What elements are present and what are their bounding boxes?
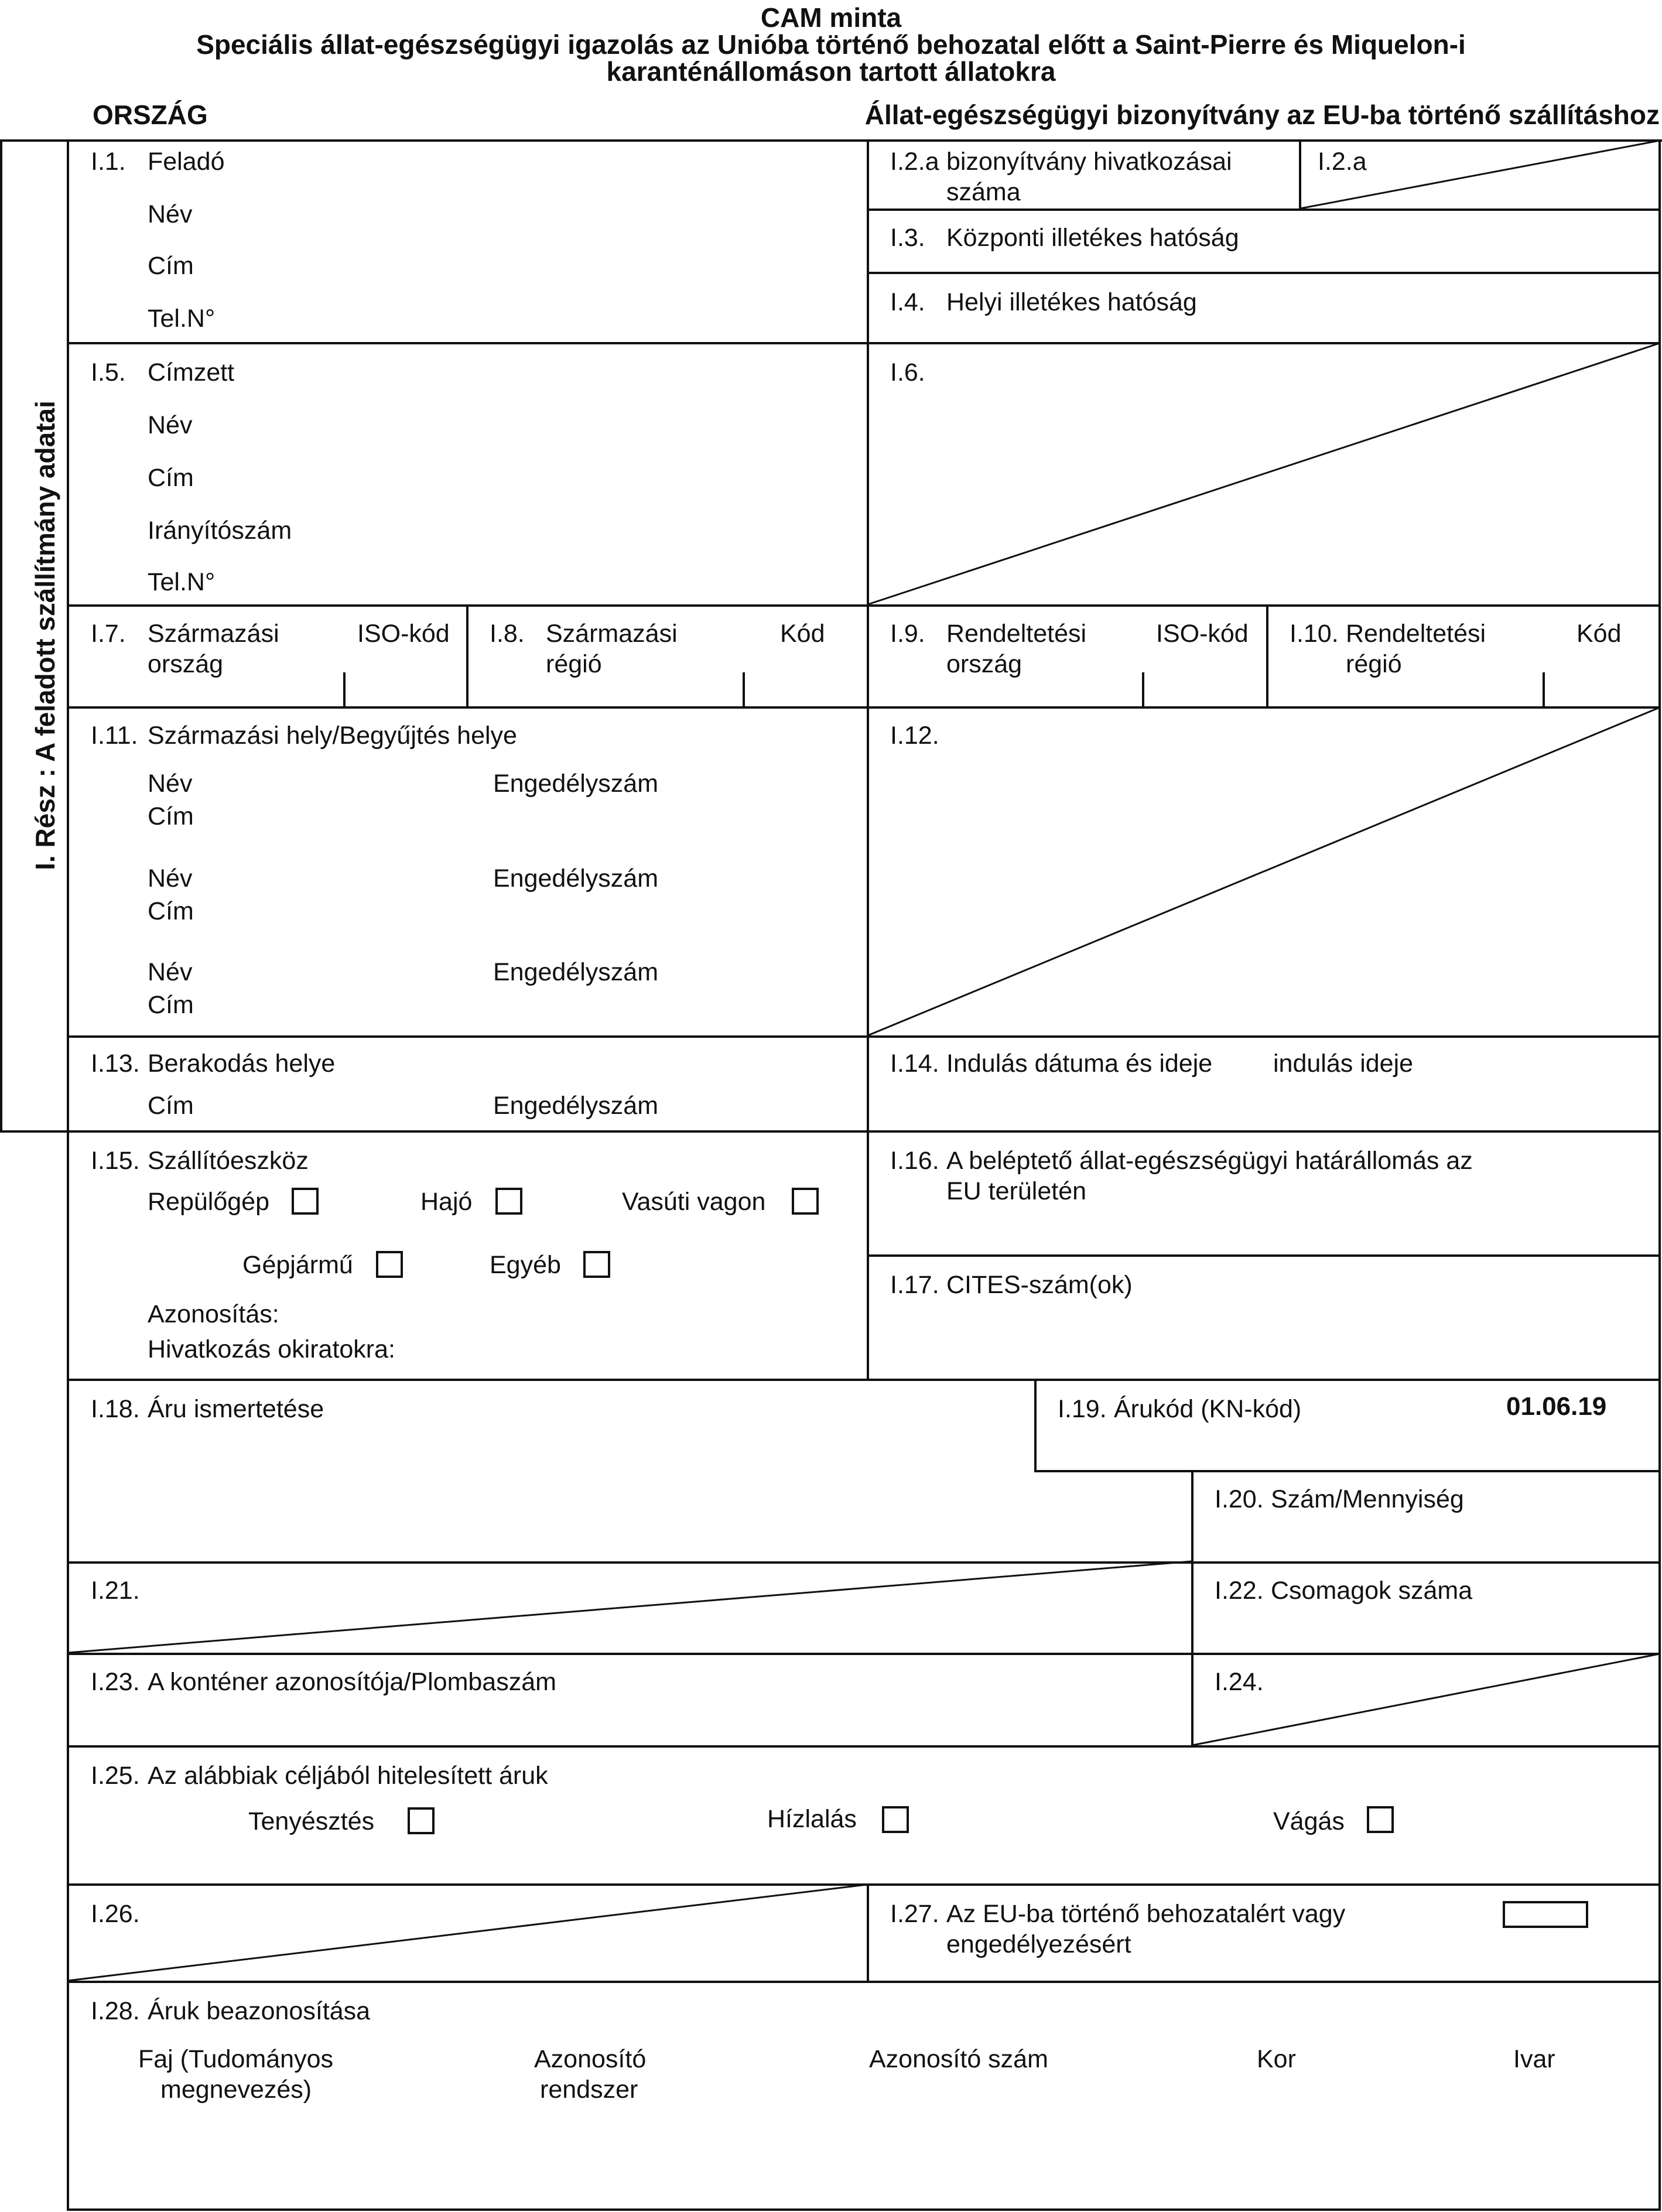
purpose-breeding-checkbox[interactable]	[408, 1807, 435, 1834]
consignor-phone-label: Tel.N°	[148, 305, 216, 333]
origin-address-label: Cím	[148, 897, 194, 925]
box-i3-label: Központi illetékes hatóság	[946, 224, 1239, 252]
certificate-type-label: Állat-egészségügyi bizonyítvány az EU-ba történő szállításhoz	[864, 100, 1660, 130]
box-i15-number: I.15.	[91, 1147, 140, 1175]
column-id-system-line2: rendszer	[540, 2076, 638, 2104]
box-i27-label-line2: engedélyezésért	[946, 1930, 1131, 1958]
box-i25-label: Az alábbiak céljából hitelesített áruk	[148, 1762, 548, 1790]
box-i19-label: Árukód (KN-kód)	[1114, 1395, 1302, 1423]
box-i5-number: I.5.	[91, 358, 126, 387]
column-id-number: Azonosító szám	[869, 2045, 1048, 2073]
box-i8-code-label: Kód	[780, 620, 825, 648]
box-i10-code-label: Kód	[1576, 620, 1622, 648]
box-i10-label-line2: régió	[1346, 650, 1402, 678]
box-i28-label: Áruk beazonosítása	[148, 1997, 371, 2025]
form-title: CAM minta	[760, 2, 902, 33]
box-i4-number: I.4.	[890, 288, 925, 316]
origin-approval-label: Engedélyszám	[493, 770, 659, 798]
purpose-breeding-label: Tenyésztés	[248, 1807, 375, 1835]
box-i10-label-line1: Rendeltetési	[1346, 620, 1486, 648]
box-i1-number: I.1.	[91, 148, 126, 176]
origin-address-label: Cím	[148, 802, 194, 830]
box-i7-number: I.7.	[91, 620, 126, 648]
box-i27-number: I.27.	[890, 1900, 939, 1928]
box-i11-label: Származási hely/Begyűjtés helye	[148, 722, 517, 750]
purpose-fattening-label: Hízlalás	[767, 1805, 857, 1833]
box-i14-label: Indulás dátuma és ideje	[946, 1049, 1213, 1078]
consignor-address-label: Cím	[148, 252, 194, 280]
box-i6-number: I.6.	[890, 358, 925, 387]
purpose-slaughter-checkbox[interactable]	[1367, 1806, 1394, 1833]
departure-time-label: indulás ideje	[1273, 1049, 1414, 1078]
box-i23-number: I.23.	[91, 1668, 140, 1696]
box-i18-label: Áru ismertetése	[148, 1395, 324, 1423]
import-admission-field[interactable]	[1503, 1901, 1588, 1928]
form-subtitle-line1: Speciális állat-egészségügyi igazolás az Unióba történő behozatal előtt a Saint-Pierre és Miquelon-i	[196, 29, 1466, 60]
box-i17-number: I.17.	[890, 1271, 939, 1299]
box-i13-number: I.13.	[91, 1049, 140, 1078]
box-i17-label: CITES-szám(ok)	[946, 1271, 1133, 1299]
box-i2a-number: I.2.a	[890, 148, 939, 176]
box-i8-label-line1: Származási	[546, 620, 678, 648]
box-i18-number: I.18.	[91, 1395, 140, 1423]
box-i1-label: Feladó	[148, 148, 225, 176]
purpose-fattening-checkbox[interactable]	[882, 1806, 909, 1833]
box-i16-label-line2: EU területén	[946, 1177, 1087, 1205]
box-i2a-label-line2: száma	[946, 178, 1021, 206]
box-i15-label: Szállítóeszköz	[148, 1147, 309, 1175]
box-i23-label: A konténer azonosítója/Plombaszám	[148, 1668, 556, 1696]
transport-ship-label: Hajó	[420, 1188, 473, 1216]
box-i16-number: I.16.	[890, 1147, 939, 1175]
transport-rail-checkbox[interactable]	[792, 1188, 819, 1215]
origin-name-label: Név	[148, 770, 193, 798]
box-i9-label-line2: ország	[946, 650, 1022, 678]
box-i24-number: I.24.	[1215, 1668, 1264, 1696]
column-species-line1: Faj (Tudományos	[138, 2045, 333, 2073]
transport-rail-label: Vasúti vagon	[622, 1188, 766, 1216]
transport-other-label: Egyéb	[490, 1251, 561, 1279]
box-i5-label: Címzett	[148, 358, 235, 387]
loading-approval-label: Engedélyszám	[493, 1092, 659, 1120]
box-i14-number: I.14.	[890, 1049, 939, 1078]
transport-other-checkbox[interactable]	[583, 1251, 610, 1278]
origin-approval-label: Engedélyszám	[493, 958, 659, 986]
column-age: Kor	[1257, 2045, 1296, 2073]
box-i4-label: Helyi illetékes hatóság	[946, 288, 1197, 316]
box-i10-number: I.10.	[1290, 620, 1339, 648]
box-i9-number: I.9.	[890, 620, 925, 648]
box-i28-number: I.28.	[91, 1997, 140, 2025]
box-i16-label-line1: A beléptető állat-egészségügyi határállomás az	[946, 1147, 1473, 1175]
box-i8-number: I.8.	[490, 620, 525, 648]
box-i27-label-line1: Az EU-ba történő behozatalért vagy	[946, 1900, 1346, 1928]
transport-vehicle-label: Gépjármű	[242, 1251, 353, 1279]
consignee-postcode-label: Irányítószám	[148, 517, 292, 545]
commodity-code-value: 01.06.19	[1506, 1392, 1607, 1421]
box-i2a-label-line1: bizonyítvány hivatkozásai	[946, 148, 1232, 176]
box-i9-label-line1: Rendeltetési	[946, 620, 1087, 648]
box-i26-number: I.26.	[91, 1900, 140, 1928]
box-i11-number: I.11.	[91, 722, 138, 750]
box-i7-code-label: ISO-kód	[357, 620, 450, 648]
section-side-label: I. Rész : A feladott szállítmány adatai	[30, 401, 60, 870]
box-i12-number: I.12.	[890, 722, 939, 750]
box-i2a-secondary-number: I.2.a	[1318, 148, 1367, 176]
box-i20-label: Szám/Mennyiség	[1271, 1485, 1464, 1513]
origin-name-label: Név	[148, 958, 193, 986]
box-i9-code-label: ISO-kód	[1156, 620, 1249, 648]
transport-plane-label: Repülőgép	[148, 1188, 270, 1216]
form-subtitle-line2: karanténállomáson tartott állatokra	[606, 56, 1056, 87]
box-i13-label: Berakodás helye	[148, 1049, 336, 1078]
origin-name-label: Név	[148, 864, 193, 893]
box-i7-label-line1: Származási	[148, 620, 279, 648]
box-i20-number: I.20.	[1215, 1485, 1264, 1513]
column-species-line2: megnevezés)	[160, 2076, 312, 2104]
origin-address-label: Cím	[148, 991, 194, 1019]
purpose-slaughter-label: Vágás	[1273, 1807, 1345, 1835]
transport-vehicle-checkbox[interactable]	[376, 1251, 403, 1278]
box-i7-label-line2: ország	[148, 650, 224, 678]
box-i21-number: I.21.	[91, 1577, 140, 1605]
consignee-name-label: Név	[148, 411, 193, 439]
column-id-system-line1: Azonosító	[534, 2045, 647, 2073]
transport-ship-checkbox[interactable]	[495, 1188, 522, 1215]
box-i22-label: Csomagok száma	[1271, 1577, 1473, 1605]
consignee-address-label: Cím	[148, 464, 194, 492]
document-reference-label: Hivatkozás okiratokra:	[148, 1335, 395, 1363]
consignee-phone-label: Tel.N°	[148, 568, 216, 596]
origin-approval-label: Engedélyszám	[493, 864, 659, 893]
box-i22-number: I.22.	[1215, 1577, 1264, 1605]
box-i8-label-line2: régió	[546, 650, 602, 678]
loading-address-label: Cím	[148, 1092, 194, 1120]
box-i25-number: I.25.	[91, 1762, 140, 1790]
box-i19-number: I.19.	[1058, 1395, 1107, 1423]
column-sex: Ivar	[1513, 2045, 1555, 2073]
country-label: ORSZÁG	[93, 100, 208, 130]
consignor-name-label: Név	[148, 200, 193, 228]
box-i3-number: I.3.	[890, 224, 925, 252]
identification-label: Azonosítás:	[148, 1300, 279, 1328]
transport-plane-checkbox[interactable]	[292, 1188, 319, 1215]
